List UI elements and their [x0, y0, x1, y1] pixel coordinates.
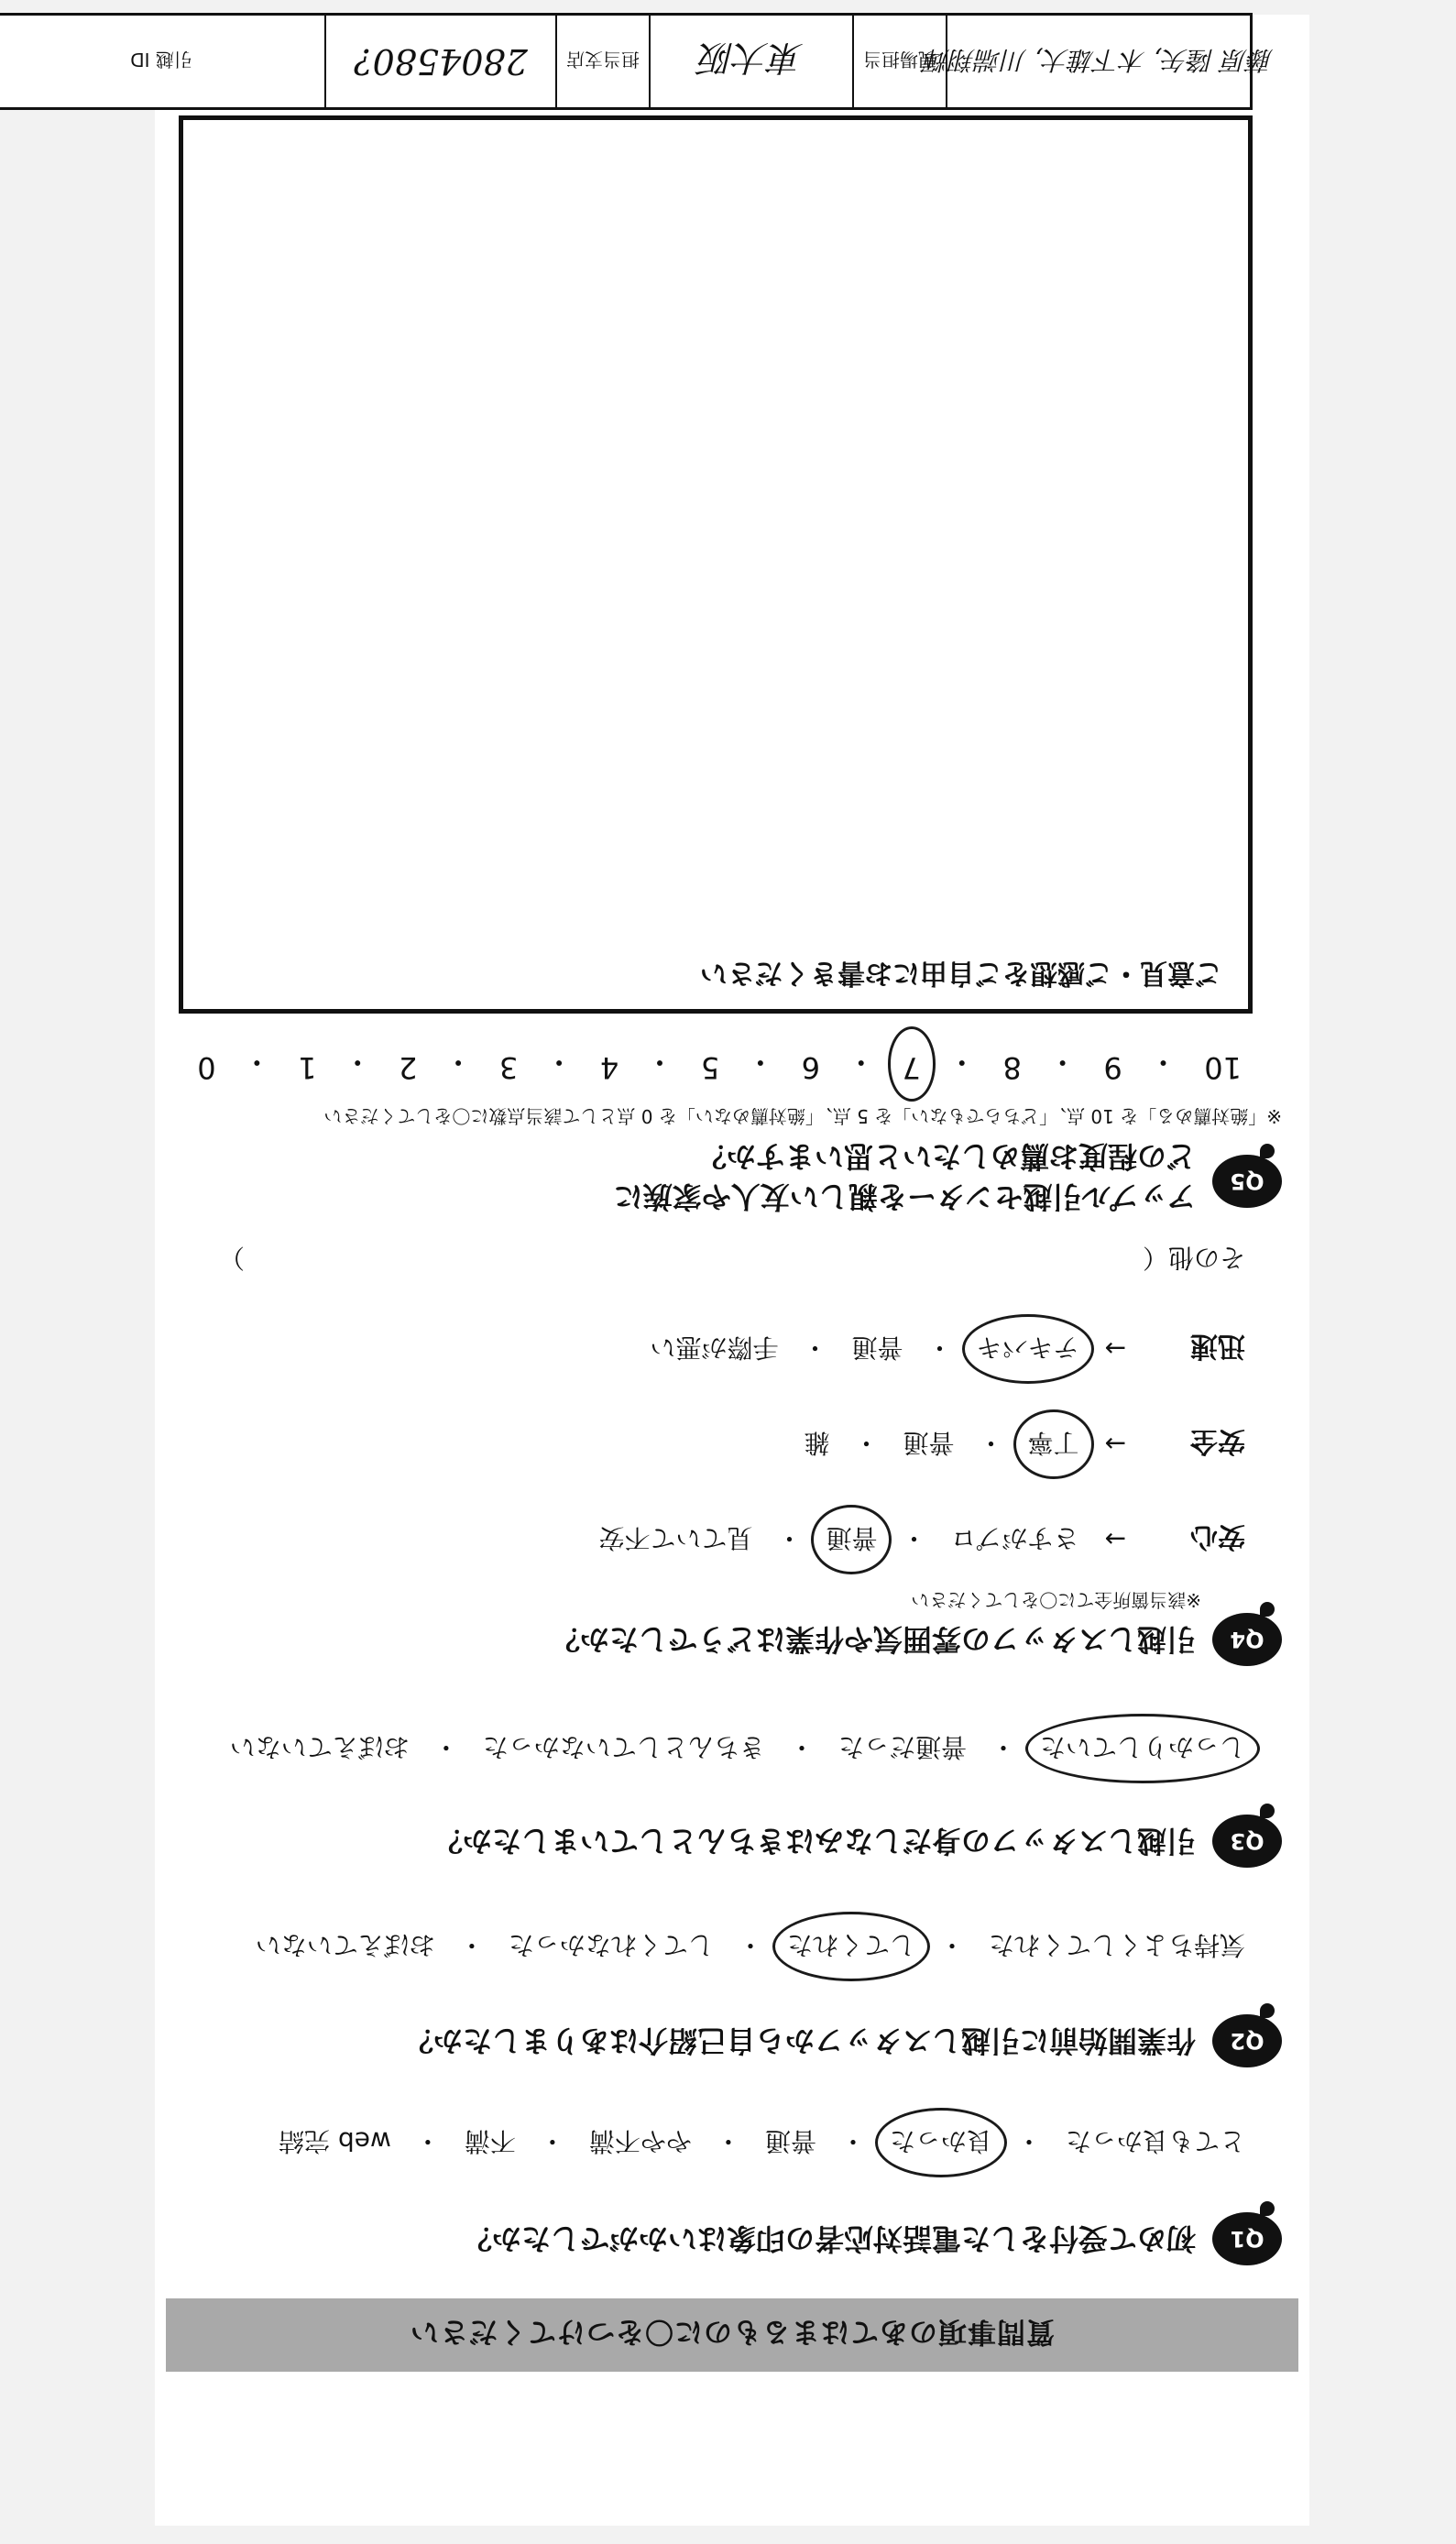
q1-option[interactable]: 普通: [764, 2126, 816, 2156]
q1-options: とても良かった ・ 良かった ・ 普通 ・ やや不満 ・ 不満 ・ web 完結: [279, 2124, 1245, 2161]
q4-header: [551, 1613, 1282, 1666]
q4-option-selected[interactable]: テキパキ: [977, 1331, 1079, 1367]
q3-option[interactable]: きちんとしていなかった: [482, 1732, 765, 1762]
q3-option[interactable]: おぼえていない: [229, 1732, 410, 1762]
q4-other-close: ）: [219, 1243, 246, 1273]
score-6[interactable]: 6: [801, 1050, 821, 1085]
move-id-label: 引越 ID: [130, 49, 192, 71]
staff-label: 現場担当: [852, 16, 946, 107]
q2-option[interactable]: おぼえていない: [255, 1930, 435, 1960]
q4-option-selected[interactable]: 普通: [826, 1521, 877, 1558]
q4-option[interactable]: 普通: [903, 1428, 955, 1458]
q4-row-label: 安心: [1190, 1520, 1245, 1552]
q4-option[interactable]: 見ていて不安: [598, 1523, 753, 1553]
comment-box[interactable]: [179, 115, 1253, 1014]
q2-option[interactable]: してくれなかった: [508, 1930, 714, 1960]
q4-option[interactable]: 雑: [804, 1428, 830, 1458]
q4-row-jinsoku: 迅速 → テキパキ ・ 普通 ・ 手際が悪い: [650, 1329, 1245, 1369]
q3-options: しっかりしていた ・ 普通だった ・ きちんとしていなかった ・ おぼえていない: [230, 1730, 1245, 1767]
branch-name: 東大阪: [649, 16, 852, 107]
q4-option[interactable]: さすがプロ: [950, 1523, 1079, 1553]
score-10[interactable]: 10: [1204, 1050, 1242, 1085]
q1-badge-icon: [1212, 2212, 1282, 2265]
q3-badge-label: Q3: [1230, 1828, 1264, 1854]
score-2[interactable]: 2: [399, 1050, 418, 1085]
q1-option[interactable]: web 完結: [279, 2126, 391, 2156]
q4-row-anshin: 安心 → さすがプロ ・ 普通 ・ 見ていて不安: [598, 1519, 1245, 1560]
instruction-banner: 質問事項のあてはまるものに〇をつけてください: [166, 2298, 1298, 2372]
q4-question: 引越しスタッフの雰囲気や作業はどうでしたか？: [550, 1622, 1196, 1657]
q3-option[interactable]: 普通だった: [837, 1732, 967, 1762]
q5-badge-icon: [1212, 1155, 1282, 1208]
q5-badge-label: Q5: [1230, 1168, 1264, 1194]
q4-option[interactable]: 普通: [851, 1332, 903, 1363]
q3-question: 引越しスタッフの身だしなみはきちんとしていましたか？: [432, 1824, 1196, 1859]
q1-option[interactable]: 不満: [464, 2126, 516, 2156]
q2-option-selected[interactable]: してくれた: [787, 1928, 915, 1965]
q1-option[interactable]: とても良かった: [1065, 2126, 1245, 2156]
score-5[interactable]: 5: [700, 1050, 720, 1085]
footer-table: [0, 13, 1274, 110]
q2-header: [404, 2014, 1282, 2067]
q4-option[interactable]: 手際が悪い: [650, 1332, 779, 1363]
q4-row-label: 迅速: [1190, 1330, 1245, 1362]
move-id-value: 2804580?: [324, 16, 555, 107]
branch-label: 担当支店: [555, 16, 649, 107]
score-1[interactable]: 1: [298, 1050, 317, 1085]
q4-other: [219, 1241, 1245, 1277]
q5-question-line2: どの程度お薦めしたいと思いますか？: [696, 1139, 1196, 1174]
q2-option[interactable]: 気持ちよくしてくれた: [988, 1930, 1245, 1960]
q2-badge-icon: [1212, 2014, 1282, 2067]
q4-badge-icon: [1212, 1613, 1282, 1666]
q3-header: [433, 1815, 1282, 1868]
score-7-selected[interactable]: 7: [903, 1043, 921, 1085]
q3-option-selected[interactable]: しっかりしていた: [1040, 1730, 1245, 1767]
q1-question: 初めて受付をした電話対応者の印象はいかがでしたか？: [462, 2221, 1196, 2256]
q4-other-label: その他（: [1142, 1243, 1245, 1273]
q1-option[interactable]: やや不満: [588, 2126, 692, 2156]
comment-title: ご意見・ご感想をご自由にお書きください: [700, 957, 1222, 989]
q3-badge-icon: [1212, 1815, 1282, 1868]
arrow-right-icon: →: [1104, 1524, 1126, 1555]
q4-row-anzen: 安全 → 丁寧 ・ 普通 ・ 雑: [804, 1424, 1245, 1464]
score-0[interactable]: 0: [197, 1050, 216, 1085]
q5-question: [614, 1136, 1196, 1217]
staff-names: 藤原 隆矢, 木下雄大, 川端翔輝: [946, 16, 1250, 107]
q5-question-line1: アップル引越センターを親しい友人や家族に: [613, 1179, 1196, 1214]
score-8[interactable]: 8: [1002, 1050, 1022, 1085]
q4-note: ※該当箇所全てに〇をしてください: [911, 1589, 1201, 1611]
q5-header: [614, 1136, 1282, 1217]
arrow-right-icon: →: [1104, 1333, 1126, 1365]
q1-badge-label: Q1: [1230, 2226, 1264, 2252]
q4-row-label: 安全: [1190, 1425, 1245, 1457]
q1-option-selected[interactable]: 良かった: [890, 2124, 992, 2161]
score-9[interactable]: 9: [1103, 1050, 1122, 1085]
arrow-right-icon: →: [1104, 1429, 1126, 1460]
q2-options: 気持ちよくしてくれた ・ してくれた ・ してくれなかった ・ おぼえていない: [256, 1928, 1245, 1965]
q5-score-scale: 10 ・ 9 ・ 8 ・ 7 ・ 6 ・ 5 ・ 4 ・ 3 ・ 2 ・ 1 ・ 0: [197, 1045, 1242, 1085]
q4-option-selected[interactable]: 丁寧: [1028, 1426, 1079, 1463]
survey-page: [130, 15, 1309, 2526]
q5-note: ※「絶対薦める」を 10 点、「どちらでもない」を 5 点、「絶対薦めない」を 0 点として該当点数に〇をしてください: [323, 1105, 1282, 1127]
q4-badge-label: Q4: [1230, 1627, 1264, 1652]
score-4[interactable]: 4: [599, 1050, 619, 1085]
q2-question: 作業開始前に引越しスタッフから自己紹介はありましたか？: [403, 2023, 1196, 2058]
q1-header: [463, 2212, 1282, 2265]
score-3[interactable]: 3: [498, 1050, 519, 1085]
q2-badge-label: Q2: [1230, 2028, 1264, 2054]
